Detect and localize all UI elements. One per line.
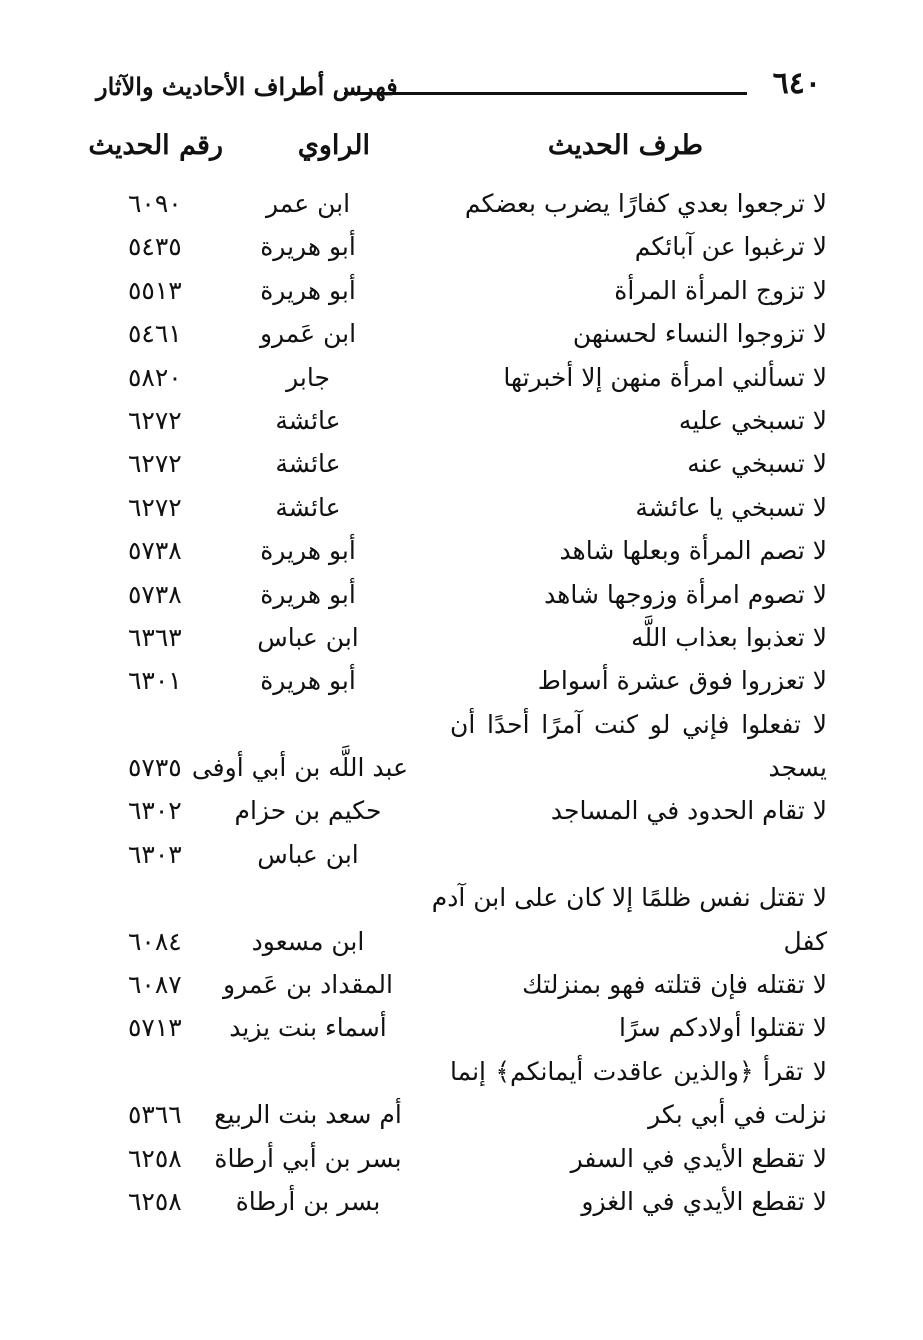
hadith-number: ٦٢٥٨ [128, 1186, 182, 1216]
hadith-number: ٥٥١٣ [128, 275, 182, 305]
narrator-name: أبو هريرة [260, 536, 356, 566]
table-row [0, 616, 923, 659]
column-header-hadith: طرف الحديث [547, 130, 703, 161]
narrator-name: جابر [286, 362, 330, 392]
index-table [0, 182, 923, 1223]
table-row [0, 225, 923, 268]
table-row [0, 182, 923, 225]
table-row [0, 1050, 923, 1093]
hadith-text: لا تزوج المرأة المرأة [614, 275, 827, 305]
narrator-name: ابن مسعود [251, 926, 365, 956]
table-row [0, 312, 923, 355]
hadith-number: ٥٧٣٥ [128, 753, 182, 783]
narrator-name: ابن عمر [265, 189, 351, 218]
hadith-number: ٦٢٧٢ [128, 405, 182, 435]
column-header-narrator: الراوي [297, 130, 370, 161]
header-rule [344, 92, 747, 95]
column-header-number: رقم الحديث [88, 130, 223, 161]
hadith-number: ٥٧٣٨ [128, 536, 182, 566]
hadith-text: يسجد [768, 753, 827, 783]
table-row [0, 399, 923, 442]
narrator-name: بسر بن أبي أرطاة [214, 1143, 402, 1173]
hadith-text: لا تسبخي عنه [687, 449, 827, 479]
hadith-number: ٦٠٨٧ [128, 970, 182, 1000]
hadith-text: لا تقام الحدود في المساجد [550, 796, 827, 826]
narrator-name: المقداد بن عَمرو [223, 970, 393, 1000]
hadith-text: لا تسألني امرأة منهن إلا أخبرتها [503, 362, 827, 392]
table-row [0, 833, 923, 876]
hadith-text: كفل [783, 926, 827, 956]
hadith-number: ٦٣٦٣ [128, 622, 182, 652]
narrator-name: ابن عباس [257, 839, 359, 869]
hadith-number: ٥٨٢٠ [128, 362, 182, 392]
table-row [0, 1137, 923, 1180]
hadith-text: لا تزوجوا النساء لحسنهن [572, 319, 827, 349]
hadith-text: لا تقطع الأيدي في الغزو [581, 1186, 827, 1216]
hadith-number: ٦٠٨٤ [128, 926, 182, 956]
hadith-number: ٥٤٣٥ [128, 232, 182, 262]
hadith-text: لا تقرأ ﴿والذين عاقدت أيمانكم﴾ إنما [450, 1056, 827, 1086]
hadith-text: لا تقتلوا أولادكم سرًا [618, 1013, 827, 1043]
hadith-number: ٥٤٦١ [128, 319, 182, 349]
hadith-text: لا ترجعوا بعدي كفارًا يضرب بعضكم [464, 189, 827, 218]
table-row [0, 920, 923, 963]
table-row [0, 703, 923, 746]
table-row [0, 789, 923, 832]
narrator-name: ابن عباس [257, 622, 359, 652]
table-row [0, 746, 923, 789]
narrator-name: أم سعد بنت الربيع [214, 1100, 402, 1130]
hadith-text: نزلت في أبي بكر [648, 1100, 827, 1130]
narrator-name: ابن عَمرو [259, 319, 357, 349]
hadith-number: ٥٧٣٨ [128, 579, 182, 609]
hadith-number: ٦٢٥٨ [128, 1143, 182, 1173]
hadith-text: لا تقتله فإن قتلته فهو بمنزلتك [522, 970, 827, 1000]
table-row [0, 356, 923, 399]
hadith-text: لا ترغبوا عن آبائكم [634, 232, 827, 262]
hadith-text: لا تسبخي عليه [678, 405, 827, 435]
hadith-text: لا تعزروا فوق عشرة أسواط [537, 666, 827, 696]
narrator-name: أبو هريرة [260, 275, 356, 305]
table-row [0, 269, 923, 312]
table-row [0, 442, 923, 485]
hadith-text: لا تعذبوا بعذاب اللَّه [631, 622, 827, 652]
hadith-text: لا تسبخي يا عائشة [635, 492, 827, 522]
hadith-text: لا تصم المرأة وبعلها شاهد [559, 536, 827, 566]
table-row [0, 486, 923, 529]
narrator-name: عائشة [275, 492, 341, 522]
narrator-name: أبو هريرة [260, 579, 356, 609]
page-header [96, 66, 827, 110]
hadith-text: لا تصوم امرأة وزوجها شاهد [544, 579, 827, 609]
hadith-text: لا تفعلوا فإني لو كنت آمرًا أحدًا أن [450, 709, 827, 739]
hadith-number: ٦٠٩٠ [128, 189, 182, 218]
hadith-number: ٦٢٧٢ [128, 492, 182, 522]
narrator-name: أسماء بنت يزيد [229, 1013, 387, 1043]
table-row [0, 876, 923, 919]
narrator-name: عائشة [275, 405, 341, 435]
table-row [0, 963, 923, 1006]
hadith-number: ٦٢٧٢ [128, 449, 182, 479]
table-row [0, 1093, 923, 1136]
page-number: ٦٤٠ [772, 66, 821, 101]
running-title: فهرس أطراف الأحاديث والآثار [96, 72, 398, 101]
hadith-text: لا تقتل نفس ظلمًا إلا كان على ابن آدم [431, 883, 827, 913]
table-row [0, 529, 923, 572]
narrator-name: أبو هريرة [260, 232, 356, 262]
hadith-number: ٥٣٦٦ [128, 1100, 182, 1130]
hadith-number: ٦٣٠٣ [128, 839, 182, 869]
hadith-number: ٦٣٠١ [128, 666, 182, 696]
table-row [0, 1180, 923, 1223]
narrator-name: عائشة [275, 449, 341, 479]
narrator-name: حكيم بن حزام [234, 796, 382, 826]
narrator-name: بسر بن أرطاة [235, 1186, 381, 1216]
hadith-number: ٦٣٠٢ [128, 796, 182, 826]
table-row [0, 573, 923, 616]
hadith-number: ٥٧١٣ [128, 1013, 182, 1043]
narrator-name: أبو هريرة [260, 666, 356, 696]
narrator-name: عبد اللَّه بن أبي أوفى [191, 753, 408, 783]
table-row [0, 1006, 923, 1049]
table-row [0, 659, 923, 702]
hadith-text: لا تقطع الأيدي في السفر [570, 1143, 827, 1173]
